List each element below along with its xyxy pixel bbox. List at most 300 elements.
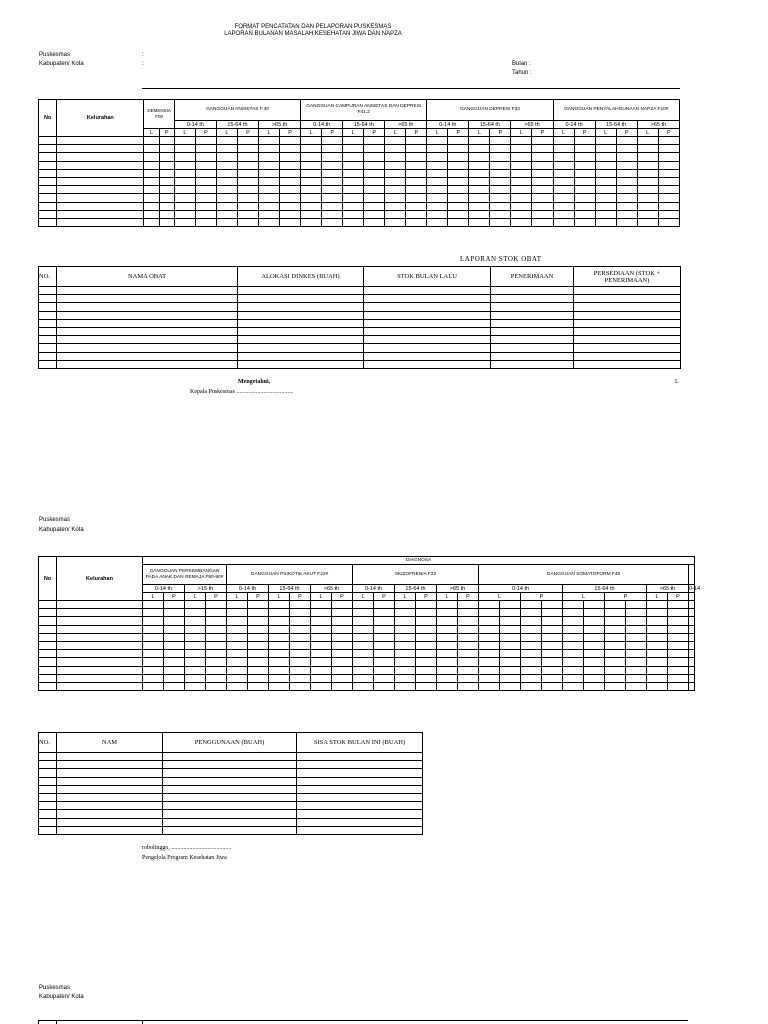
table-cell [416,617,437,625]
sex-header: L [174,129,195,137]
table-cell [290,617,311,625]
table-cell [248,617,269,625]
table-cell [164,625,185,633]
age-header: 0-14 th [174,121,216,129]
table-cell [206,674,227,682]
stock-cell [57,295,238,303]
table-cell [595,194,616,202]
age-header: >65 th [258,121,300,129]
head-of-puskesmas-label: Kepala Puskesmas ...................................... [190,389,294,395]
stock-cell [238,360,364,368]
stock-cell [238,311,364,319]
table-row [39,641,695,649]
stock-cell [364,360,491,368]
table-cell [301,194,322,202]
stock-cell [491,295,574,303]
table-cell [500,625,521,633]
table-cell [39,210,57,218]
table-cell [159,169,174,177]
table-cell [290,674,311,682]
table-cell [185,641,206,649]
stock-cell [238,287,364,295]
table-cell [39,153,57,161]
table-cell [143,601,164,609]
puskesmas-label: Puskesmas [39,52,71,58]
usage-cell [39,826,57,834]
table-cell [216,210,237,218]
table-cell [248,633,269,641]
table-cell [39,186,57,194]
table-cell [237,210,258,218]
table-cell [280,153,301,161]
sex-header: P [237,129,258,137]
usage-cell [57,793,163,801]
table-cell [532,177,553,185]
table-cell [479,641,500,649]
table-cell [185,633,206,641]
table-cell [511,169,532,177]
table-cell [159,177,174,185]
table-cell [164,617,185,625]
group-header: SKIZOFRENIA F22 [353,565,479,585]
table-cell [322,218,343,226]
table-cell [521,650,542,658]
table-cell [322,137,343,145]
sex-header: L [595,129,616,137]
table-cell [584,666,605,674]
stock-cell [57,303,238,311]
table-cell [469,202,490,210]
table-cell [280,210,301,218]
table-cell [595,137,616,145]
table-cell [553,218,574,226]
table-cell [521,658,542,666]
table-cell [658,153,679,161]
table-cell [248,601,269,609]
table-cell [490,169,511,177]
table-cell [605,650,626,658]
table-cell [406,169,427,177]
table-cell [637,169,658,177]
table-cell [553,145,574,153]
table-cell [511,145,532,153]
table-cell [416,650,437,658]
table-cell [216,194,237,202]
table-cell [216,145,237,153]
table-cell [216,202,237,210]
table-cell [448,153,469,161]
table-cell [353,658,374,666]
table-cell [57,186,144,194]
table-cell [605,682,626,690]
table-cell [237,153,258,161]
table-cell [584,658,605,666]
sex-header: P [658,129,679,137]
table-cell [39,177,57,185]
table-cell [374,666,395,674]
table-cell [605,601,626,609]
col-kelurahan: Kelurahan [57,557,143,601]
table-cell [39,617,57,625]
table-cell [364,145,385,153]
table-cell [322,145,343,153]
age-header: 0-14 th [427,121,469,129]
table-cell [689,625,695,633]
table-cell [206,617,227,625]
table-cell [374,682,395,690]
table-cell [595,153,616,161]
age-header: 0-14 th [479,585,563,593]
table-cell [353,601,374,609]
table-cell [343,137,364,145]
table-cell [57,202,144,210]
table-cell [248,625,269,633]
table-cell [206,666,227,674]
table-cell [353,674,374,682]
table-cell [143,682,164,690]
sex-header-cut [689,593,695,601]
table-cell [416,609,437,617]
table-cell [311,658,332,666]
table-cell [57,194,144,202]
table-row [39,658,695,666]
stock-cell [491,287,574,295]
kabupaten-label-3: Kabupaten/ Kota [39,994,84,1000]
table-cell [144,153,159,161]
table-row [39,202,680,210]
table-cell [159,202,174,210]
table-cell [511,194,532,202]
table-cell [437,625,458,633]
table-cell [322,186,343,194]
table-cell [626,650,647,658]
table-cell [584,617,605,625]
table-cell [237,161,258,169]
table-cell [647,666,668,674]
table-cell [385,137,406,145]
group-header: GANGGUAN PERKEMBANGAN PADA ANAK DAN REMAJA F80-90# [143,565,227,585]
col-no: No [39,100,57,137]
table-cell [395,601,416,609]
table-cell [206,633,227,641]
table-cell [353,666,374,674]
table-cell [427,169,448,177]
stock-cell [39,319,57,327]
table-cell [195,218,216,226]
col-demensia: DEMENSIA F00 [144,100,174,129]
table-cell [311,666,332,674]
table-cell [144,194,159,202]
table-cell [301,210,322,218]
table-cell [143,617,164,625]
usage-cell [297,769,423,777]
table-cell [164,658,185,666]
stock-cell [57,327,238,335]
table-cell [584,674,605,682]
usage-cell [297,785,423,793]
table-cell [584,633,605,641]
table-cell [227,609,248,617]
table-cell [39,601,57,609]
sex-header: L [269,593,290,601]
table-cell [301,161,322,169]
table-cell [144,161,159,169]
table-cell [406,177,427,185]
stock-row [39,352,681,360]
table-cell [448,137,469,145]
usage-cell [163,802,297,810]
sex-header: L [343,129,364,137]
table-cell [164,650,185,658]
table-cell [437,682,458,690]
table-cell [57,137,144,145]
table-cell [159,194,174,202]
table-cell [385,202,406,210]
table-cell [500,601,521,609]
table-cell [343,177,364,185]
age-header: 0-14 th [301,121,343,129]
table-row [39,161,680,169]
table-cell [395,633,416,641]
table-cell [689,633,695,641]
table-cell [395,617,416,625]
table-cell [237,177,258,185]
usage-header-cell: NAM [57,733,163,753]
table-cell [206,682,227,690]
table-cell [174,210,195,218]
group-header: GANGGUAN SOMATOFORM F45 [479,565,689,585]
age-header: >65 th [511,121,553,129]
table-cell [616,218,637,226]
table-cell [248,682,269,690]
stock-cell [574,303,681,311]
table-cell [479,617,500,625]
stock-cell [39,295,57,303]
stock-row [39,336,681,344]
table-cell [406,161,427,169]
table-cell [668,674,689,682]
table-cell [416,666,437,674]
table-cell [658,145,679,153]
table-cell [159,153,174,161]
usage-cell [39,761,57,769]
table-cell [395,625,416,633]
table-cell [437,650,458,658]
table-cell [416,601,437,609]
table-cell [490,137,511,145]
table-cell [563,682,584,690]
table-cell [39,682,57,690]
usage-row [39,802,423,810]
table-cell [626,609,647,617]
table-cell [521,609,542,617]
table-cell [332,601,353,609]
table-cell [216,161,237,169]
table-cell [343,194,364,202]
table-cell [385,145,406,153]
table-cell [258,177,279,185]
table-cell [647,650,668,658]
table-cell [237,169,258,177]
usage-row [39,793,423,801]
table-cell [542,617,563,625]
table-cell [353,617,374,625]
table-cell [216,169,237,177]
table-cell [574,145,595,153]
table-cell [500,666,521,674]
sex-header: L [301,129,322,137]
table-cell [227,641,248,649]
usage-row [39,818,423,826]
table-cell [458,625,479,633]
table-cell [637,194,658,202]
table-cell [584,609,605,617]
table-cell [164,641,185,649]
sex-header: L [437,593,458,601]
table-cell [227,633,248,641]
age-header: 15-64 th [469,121,511,129]
table-cell [164,609,185,617]
stock-cell [364,352,491,360]
table-cell [39,145,57,153]
stock-cell [57,311,238,319]
stock-row [39,295,681,303]
table-cell [490,186,511,194]
stock-cell [238,327,364,335]
table-cell [39,137,57,145]
table-cell [595,161,616,169]
table-cell [469,145,490,153]
table-cell [563,633,584,641]
sex-header: P [416,593,437,601]
usage-cell [163,761,297,769]
table-cell [395,609,416,617]
table-cell [332,658,353,666]
stock-usage-table [38,732,423,835]
table-cell [332,666,353,674]
table-cell [39,658,57,666]
table-cell [479,650,500,658]
signature-letter: L [675,379,679,385]
usage-row [39,761,423,769]
table-cell [143,641,164,649]
table-cell [563,650,584,658]
table-cell [469,153,490,161]
table-cell [626,658,647,666]
table-cell [395,674,416,682]
usage-cell [57,826,163,834]
table-cell [542,641,563,649]
report-subtitle: LAPORAN BULANAN MASALAH KESEHATAN JIWA DAN NAPZA [224,31,402,37]
table-cell [437,633,458,641]
cut-header [689,565,695,585]
table-cell [237,137,258,145]
stock-cell [364,336,491,344]
stock-cell [364,344,491,352]
sex-header: L [553,129,574,137]
table-cell [343,218,364,226]
table-cell [343,210,364,218]
table-cell [185,666,206,674]
table-cell [605,641,626,649]
table-cell [689,682,695,690]
table-cell [616,161,637,169]
table-cell [227,617,248,625]
table-cell [668,609,689,617]
table-cell [237,186,258,194]
table-cell [57,682,143,690]
table-cell [353,682,374,690]
usage-cell [297,777,423,785]
table-cell [311,650,332,658]
stock-cell [364,327,491,335]
usage-cell [297,753,423,761]
table-cell [164,666,185,674]
table-cell [311,682,332,690]
table-cell [616,137,637,145]
age-header: 0-14 th [553,121,595,129]
table-cell [668,641,689,649]
table-cell [269,617,290,625]
table-cell [500,633,521,641]
sex-header: L [395,593,416,601]
table-cell [39,625,57,633]
table-cell [374,674,395,682]
table-row [39,137,680,145]
table-cell [269,609,290,617]
usage-cell [57,769,163,777]
table-cell [185,601,206,609]
usage-cell [297,802,423,810]
table-cell [584,625,605,633]
table-cell [57,601,143,609]
table-cell [416,625,437,633]
table-cell [416,633,437,641]
table-cell [385,194,406,202]
table-cell [458,674,479,682]
table-cell [39,674,57,682]
table-cell [616,169,637,177]
table-cell [563,658,584,666]
table-cell [511,218,532,226]
table-cell [647,658,668,666]
table-cell [144,202,159,210]
sex-header: P [290,593,311,601]
table-cell [574,202,595,210]
table-cell [532,161,553,169]
table-cell [553,202,574,210]
table-cell [322,177,343,185]
table-cell [280,145,301,153]
table-cell [637,177,658,185]
table-cell [216,137,237,145]
usage-cell [163,793,297,801]
usage-row [39,769,423,777]
stock-header-cell: ALOKASI DINKES (BUAH) [238,267,364,287]
stock-cell [39,327,57,335]
stock-header-cell: STOK BULAN LALU [364,267,491,287]
table-cell [584,682,605,690]
table-cell [248,658,269,666]
table-cell [206,625,227,633]
table-row [39,682,695,690]
table-cell [521,682,542,690]
sex-header: L [216,129,237,137]
table-cell [626,674,647,682]
table-cell [280,194,301,202]
table-cell [658,161,679,169]
table-cell [479,633,500,641]
